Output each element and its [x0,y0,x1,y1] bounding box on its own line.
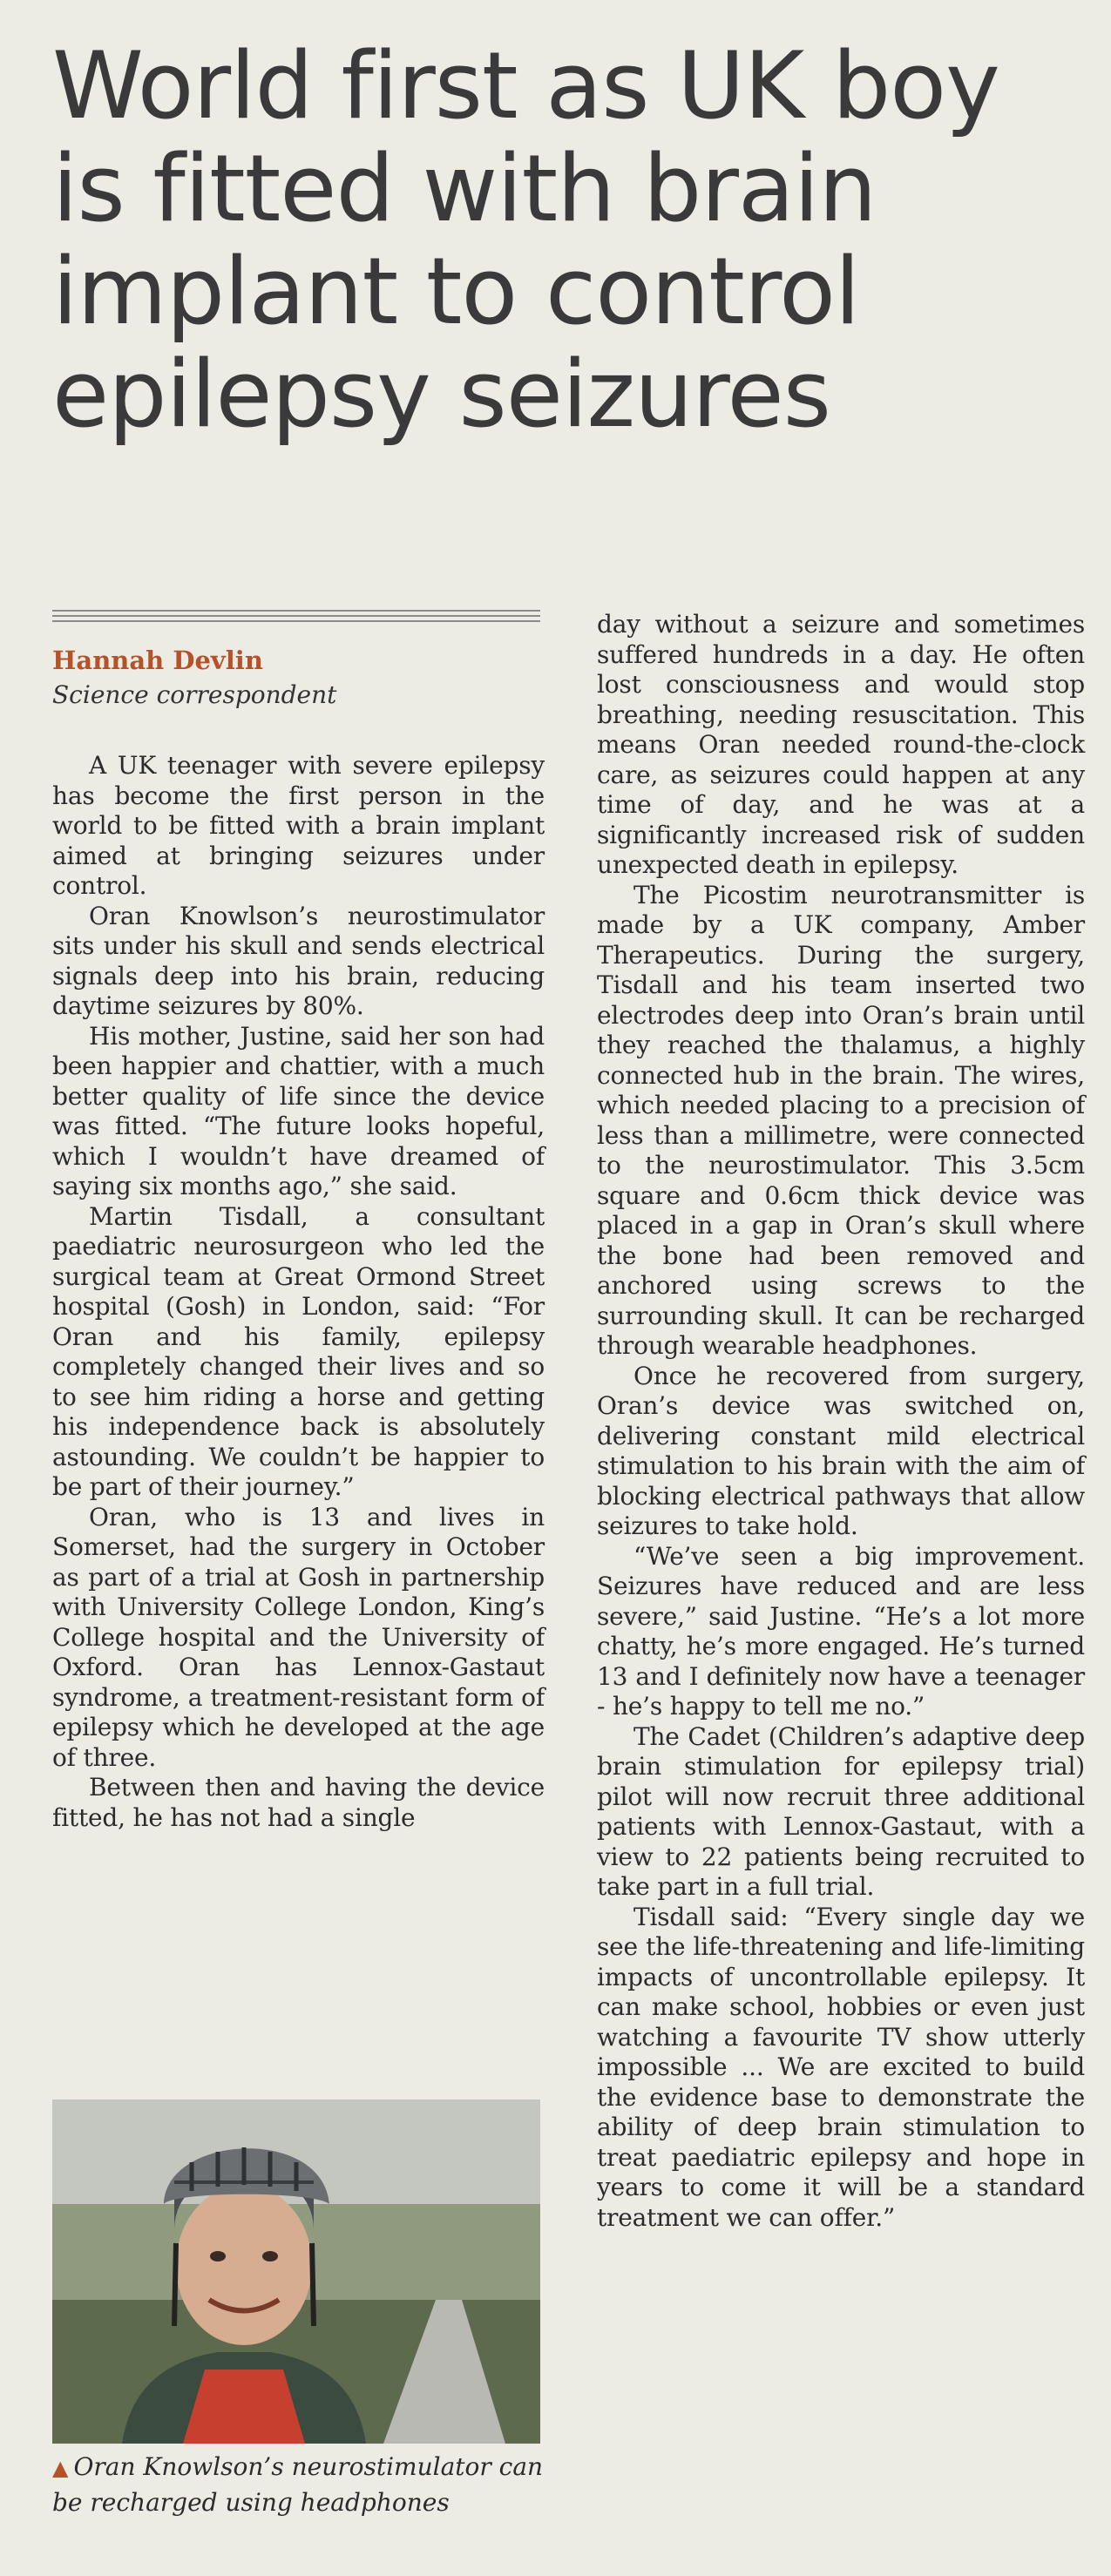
body-paragraph: Oran Knowlson’s neurostimulator sits under his skull and sends electrical signals deep into his brain, reducing daytime seizures by 80%. [52,901,545,1020]
byline [52,643,540,713]
author-role: Science correspondent [52,680,337,709]
article-column-right [597,610,1085,2233]
body-paragraph: Once he recovered from surgery, Oran’s device was switched on, delivering constant mild electrical stimulation to his brain with the aim of blocking electrical pathways that allow seizures to take hold. [597,1361,1085,1540]
article-column-left [52,751,545,1833]
body-paragraph: The Picostim neurotransmitter is made by a UK company, Amber Therapeutics. During the surgery, Tisdall and his team inserted two electrodes deep into Oran’s brain until they reached the thalamus, a highly connected hub in the brain. The wires, which needed placing to a precision of less than a millimetre, were connected to the neurostimulator. This 3.5cm square and 0.6cm thick device was placed in a gap in Oran’s skull where the bone had been removed and anchored using screws to the surrounding skull. It can be recharged through wearable headphones. [597,880,1085,1360]
boy-with-helmet-photo [52,2099,540,2444]
author-name[interactable]: Hannah Devlin [52,646,263,675]
rule-divider [52,620,540,622]
photo-caption [52,2450,558,2520]
body-paragraph: Between then and having the device fitted, he has not had a single [52,1773,545,1832]
article-photo [52,2099,540,2444]
body-paragraph: Oran, who is 13 and lives in Somerset, had the surgery in October as part of a trial at Gosh in partnership with University College London, King’s College hospital and the University of Oxford. Oran has Lennox-Gastaut syndrome, a treatment-resistant form of epilepsy which he developed at the age of three. [52,1502,545,1772]
body-paragraph: Tisdall said: “Every single day we see the life-threatening and life-limiting impacts of uncontrollable epilepsy. It can make school, hobbies or even just watching a favourite TV show utterly impossible ... We are excited to build the evidence base to demonstrate the ability of deep brain stimulation to treat paediatric epilepsy and hope in years to come it will be a standard treatment we can offer.” [597,1902,1085,2232]
body-paragraph: “We’ve seen a big improvement. Seizures have reduced and are less severe,” said Justine. “He’s a lot more chatty, he’s more engaged. He’s turned 13 and I definitely now have a teenager - he’s happy to tell me no.” [597,1541,1085,1721]
rule-divider [52,615,540,617]
triangle-icon: ▲ [52,2456,69,2480]
headline-line: implant to control [52,238,860,345]
body-paragraph: A UK teenager with severe epilepsy has become the first person in the world to be fitted with a brain implant aimed at bringing seizures under control. [52,751,545,900]
body-paragraph: Martin Tisdall, a consultant paediatric neurosurgeon who led the surgical team at Great Ormond Street hospital (Gosh) in London, said: “For Oran and his family, epilepsy completely changed their lives and so to see him riding a horse and getting his independence back is absolutely astounding. We couldn’t be happier to be part of their journey.” [52,1201,545,1501]
headline-line: epilepsy seizures [52,341,830,448]
headline-line: World first as UK boy [52,32,999,139]
byline-rules [52,610,540,629]
headline-line: is fitted with brain [52,135,877,242]
body-paragraph: His mother, Justine, said her son had been happier and chattier, with a much better quality of life since the device was fitted. “The future looks hopeful, which I wouldn’t have dreamed of saying six months ago,” she said. [52,1021,545,1200]
rule-divider [52,610,540,612]
headline [52,32,1081,448]
caption-text: Oran Knowlson’s neurostimulator can be recharged using headphones [52,2452,544,2517]
body-paragraph: day without a seizure and sometimes suffered hundreds in a day. He often lost consciousness and would stop breathing, needing resuscitation. This means Oran needed round-the-clock care, as seizures could happen at any time of day, and he was at a significantly increased risk of sudden unexpected death in epilepsy. [597,610,1085,879]
body-paragraph: The Cadet (Children’s adaptive deep brain stimulation for epilepsy trial) pilot will now recruit three additional patients with Lennox-Gastaut, with a view to 22 patients being recruited to take part in a full trial. [597,1721,1085,1901]
